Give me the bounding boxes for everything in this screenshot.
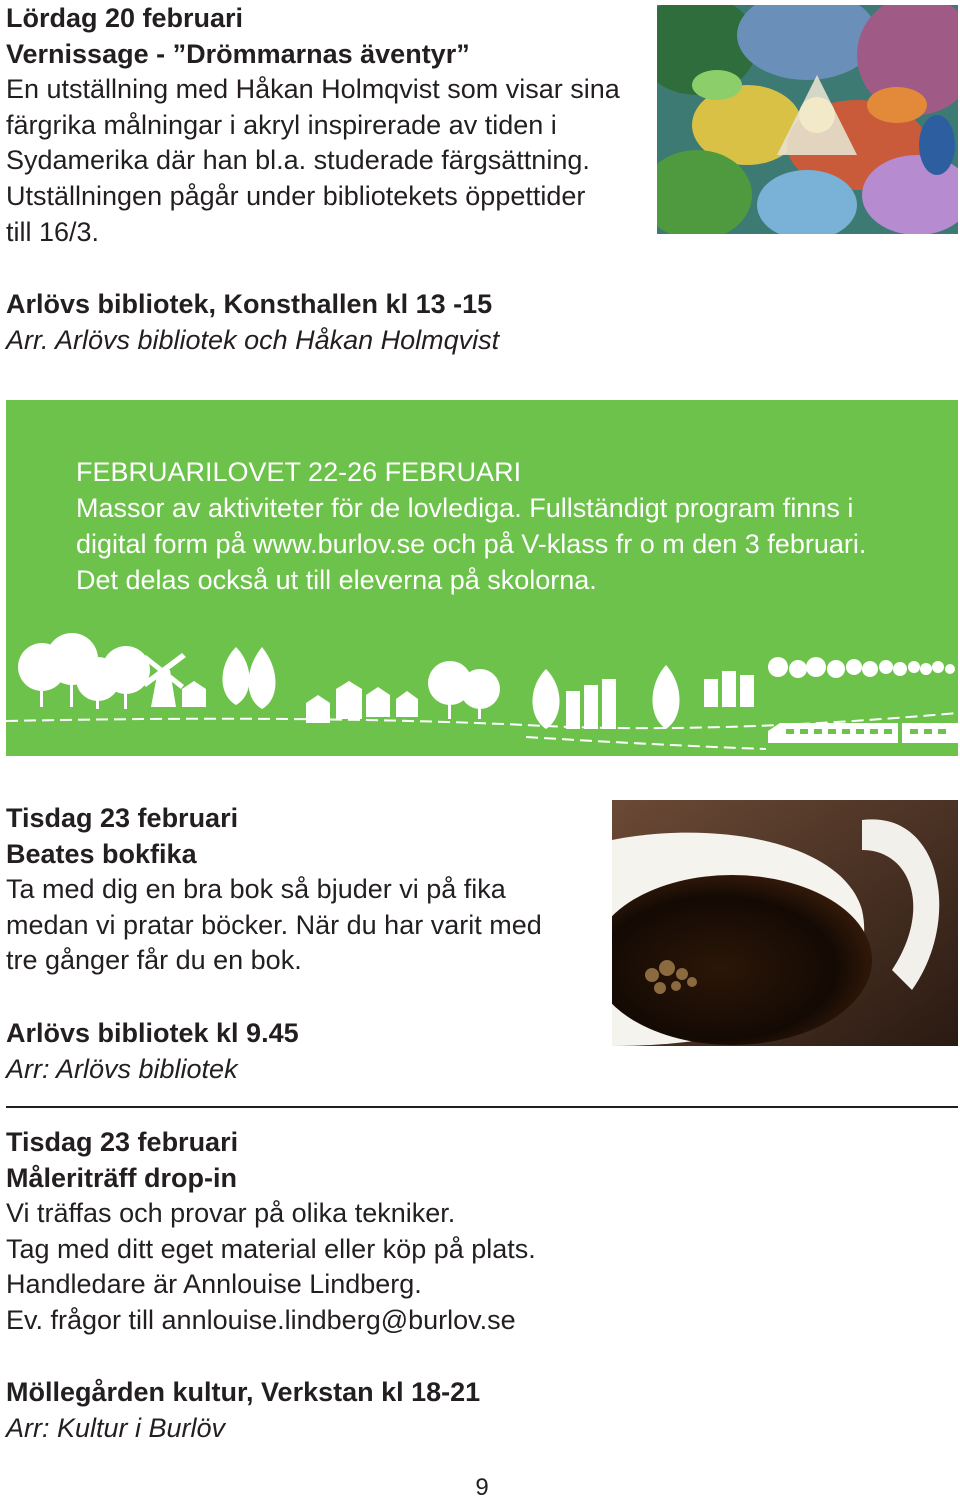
banner-line: Massor av aktiviteter för de lovlediga. Fullständigt program finns i bbox=[76, 493, 854, 523]
description-line: Vi träffas och provar på olika tekniker. bbox=[6, 1198, 456, 1229]
description-line: Ev. frågor till annlouise.lindberg@burlov.se bbox=[6, 1304, 516, 1335]
event-organizer: Arr. Arlövs bibliotek och Håkan Holmqvist bbox=[6, 324, 500, 355]
event-title: Vernissage - ”Drömmarnas äventyr” bbox=[6, 38, 470, 69]
event-painting-drop-in bbox=[6, 1125, 906, 1339]
event-book-fika-details bbox=[6, 1016, 596, 1087]
event-organizer: Arr: Arlövs bibliotek bbox=[6, 1053, 238, 1084]
description-line: Sydamerika där han bl.a. studerade färgsättning. bbox=[6, 145, 590, 176]
description-line: tre gånger får du en bok. bbox=[6, 945, 302, 976]
event-vernissage bbox=[6, 1, 646, 250]
event-date: Tisdag 23 februari bbox=[6, 803, 239, 833]
section-divider bbox=[6, 1106, 958, 1108]
banner-line: Det delas också ut till eleverna på skolorna. bbox=[76, 565, 597, 595]
description-line: Handledare är Annlouise Lindberg. bbox=[6, 1269, 422, 1300]
description-line: Ta med dig en bra bok så bjuder vi på fika bbox=[6, 874, 506, 905]
event-date: Tisdag 23 februari bbox=[6, 1127, 239, 1157]
event-painting-drop-in-details bbox=[6, 1375, 906, 1446]
description-line: färgrika målningar i akryl inspirerade av tiden i bbox=[6, 109, 557, 140]
banner-body bbox=[76, 490, 936, 598]
event-book-fika bbox=[6, 801, 596, 979]
description-line: till 16/3. bbox=[6, 216, 100, 247]
winter-break-banner bbox=[6, 400, 958, 756]
banner-text bbox=[76, 454, 936, 598]
description-line: Tag med ditt eget material eller köp på plats. bbox=[6, 1233, 536, 1264]
event-description bbox=[6, 872, 596, 979]
coffee-cup-image bbox=[612, 800, 958, 1046]
event-description bbox=[6, 1196, 906, 1338]
painting-image bbox=[657, 5, 958, 234]
event-title: Beates bokfika bbox=[6, 838, 197, 869]
event-location: Arlövs bibliotek kl 9.45 bbox=[6, 1018, 299, 1048]
event-organizer: Arr: Kultur i Burlöv bbox=[6, 1412, 226, 1443]
event-location: Arlövs bibliotek, Konsthallen kl 13 -15 bbox=[6, 289, 493, 319]
banner-heading: FEBRUARILOVET 22-26 FEBRUARI bbox=[76, 457, 522, 487]
event-location: Möllegården kultur, Verkstan kl 18-21 bbox=[6, 1377, 481, 1407]
banner-line: digital form på www.burlov.se och på V-klass fr o m den 3 februari. bbox=[76, 529, 867, 559]
event-date: Lördag 20 februari bbox=[6, 3, 244, 33]
page-number: 9 bbox=[475, 1474, 489, 1501]
description-line: medan vi pratar böcker. När du har varit med bbox=[6, 909, 542, 940]
description-line: Utställningen pågår under bibliotekets öppettider bbox=[6, 180, 586, 211]
event-vernissage-details bbox=[6, 287, 646, 358]
village-landscape-illustration bbox=[6, 625, 958, 756]
event-description bbox=[6, 72, 646, 250]
event-title: Måleriträff drop-in bbox=[6, 1162, 238, 1193]
description-line: En utställning med Håkan Holmqvist som visar sina bbox=[6, 74, 620, 105]
